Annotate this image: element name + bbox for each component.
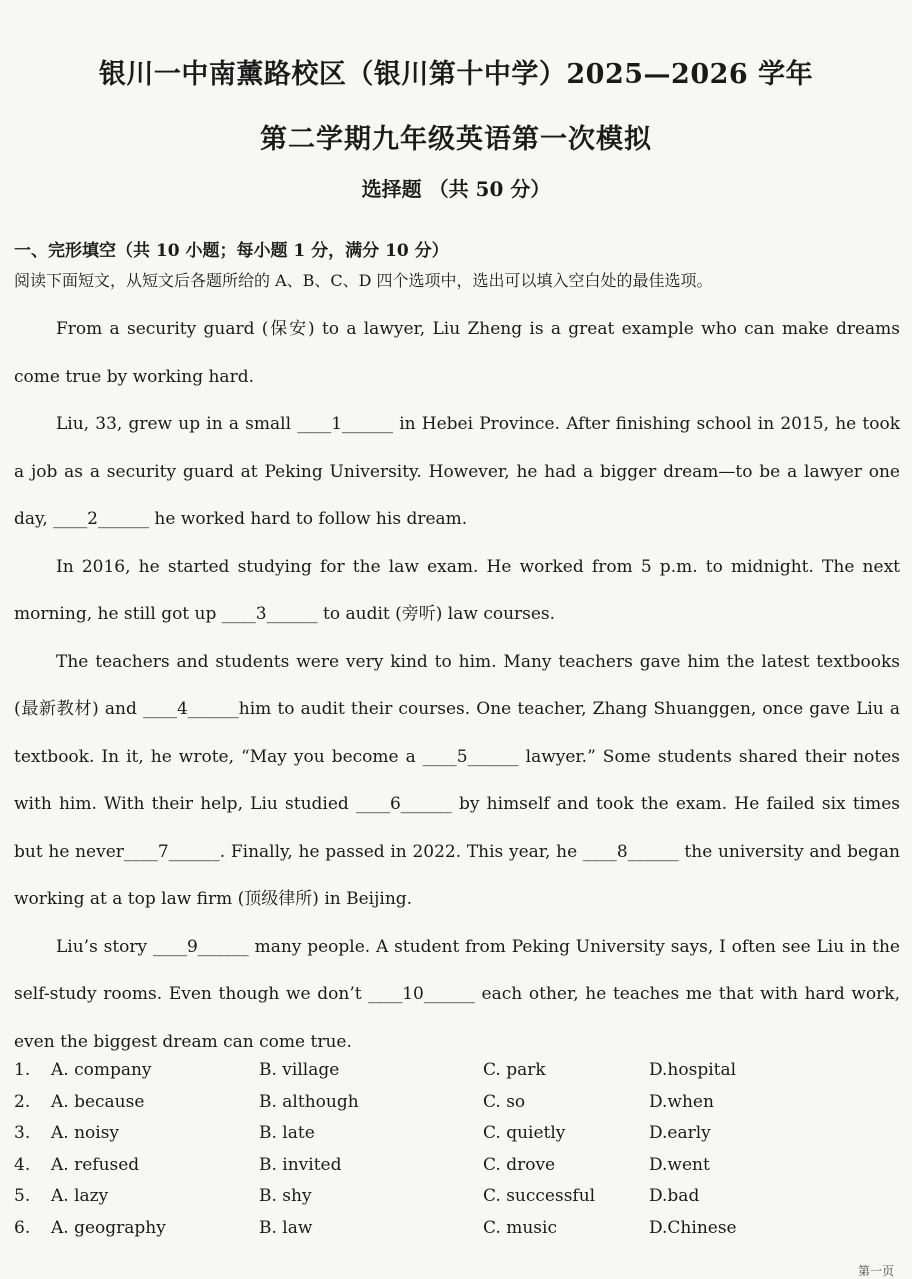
option-d: D.Chinese <box>649 1217 737 1238</box>
exam-title-school: 银川一中南薰路校区（银川第十中学）2025—2026 学年 <box>98 59 814 90</box>
option-c: C. quietly <box>483 1123 566 1143</box>
option-a: A. refused <box>51 1154 140 1175</box>
exam-title-exam: 第二学期九年级英语第一次模拟 <box>260 124 652 155</box>
blank-6: ____6______ <box>355 794 452 814</box>
passage-text: From a security guard (保安) to a lawyer, Liu Zheng is a great example who can make dreams come true by working hard. <box>14 319 900 387</box>
option-row <box>14 1186 900 1218</box>
passage-text: the university and began working at a top law firm (顶级律所) in Beijing. <box>14 841 901 909</box>
question-number: 3. <box>14 1123 31 1143</box>
passage-paragraph-2 <box>14 401 900 544</box>
passage-text: The teachers and students were very kind to him. Many teachers gave him the latest textbooks (最新教材) and <box>14 651 900 719</box>
blank-4: ____4______ <box>142 699 239 719</box>
option-d: D.went <box>649 1154 710 1175</box>
option-row <box>14 1092 900 1124</box>
option-b: B. although <box>259 1091 359 1112</box>
option-d: D.hospital <box>649 1060 737 1080</box>
option-a: A. noisy <box>51 1123 120 1143</box>
passage-text: lawyer.” Some students shared their notes with him. With their help, Liu studied <box>14 746 900 814</box>
passage-text: in Hebei Province. After finishing school in 2015, he took a job as a security guard at Peking University. However, he had a bigger dream—to be a lawyer one day, <box>14 414 900 529</box>
question-number: 4. <box>14 1154 31 1175</box>
question-number: 5. <box>14 1186 31 1206</box>
section-heading: 一、完形填空（共 10 小题；每小题 1 分，满分 10 分） <box>14 241 449 261</box>
option-a: A. because <box>51 1091 145 1112</box>
option-row <box>14 1155 900 1187</box>
option-a: A. geography <box>51 1217 166 1238</box>
option-c: C. so <box>483 1091 526 1112</box>
passage-paragraph-4 <box>14 639 900 924</box>
blank-2: ____2______ <box>53 509 149 529</box>
passage-paragraph-3 <box>14 544 900 639</box>
blank-9: ____9______ <box>152 936 249 957</box>
option-a: A. company <box>51 1060 152 1080</box>
section-instructions: 阅读下面短文，从短文后各题所给的 A、B、C、D 四个选项中，选出可以填入空白处的最佳选项。 <box>14 271 713 290</box>
passage-text: . Finally, he passed in 2022. This year, he <box>219 841 583 862</box>
passage-text: each other, he teaches me that with hard work, even the biggest dream can come true. <box>14 984 900 1052</box>
question-number: 6. <box>14 1217 31 1238</box>
passage-text: many people. A student from Peking University says, I often see Liu in the self-study rooms. Even though we don’t <box>14 936 900 1004</box>
blank-7: ____7______ <box>123 841 220 862</box>
option-b: B. shy <box>259 1186 312 1206</box>
blank-10: ____10______ <box>368 984 475 1004</box>
passage-text: he worked hard to follow his dream. <box>149 509 468 529</box>
passage-paragraph-1 <box>14 306 900 401</box>
passage-paragraph-5 <box>14 924 900 1067</box>
option-row <box>14 1218 900 1250</box>
blank-1: ____1______ <box>297 414 394 434</box>
answer-options <box>14 1060 900 1249</box>
option-d: D.when <box>649 1091 714 1112</box>
question-number: 2. <box>14 1091 31 1112</box>
option-c: C. successful <box>483 1186 596 1206</box>
passage-text: Liu, 33, grew up in a small <box>56 414 298 434</box>
option-row <box>14 1060 900 1092</box>
question-number: 1. <box>14 1060 31 1080</box>
option-c: C. music <box>483 1217 557 1238</box>
option-b: B. village <box>259 1060 340 1080</box>
cloze-passage <box>14 306 900 1066</box>
passage-text: to audit (旁听) law courses. <box>317 604 556 624</box>
exam-subtitle: 选择题 （共 50 分） <box>361 177 551 201</box>
option-b: B. law <box>259 1217 313 1238</box>
passage-text: him to audit their courses. One teacher, Zhang Shuanggen, once gave Liu a textbook. In it, he wrote, “May you become a <box>14 699 900 767</box>
passage-text: by himself and took the exam. He failed six times but he never <box>14 794 900 862</box>
blank-8: ____8______ <box>582 841 679 862</box>
option-a: A. lazy <box>51 1186 109 1206</box>
passage-text: Liu’s story <box>56 936 153 957</box>
option-b: B. late <box>259 1123 315 1143</box>
option-c: C. park <box>483 1060 546 1080</box>
blank-5: ____5______ <box>422 746 519 767</box>
option-d: D.bad <box>649 1186 700 1206</box>
passage-text: In 2016, he started studying for the law exam. He worked from 5 p.m. to midnight. The next morning, he still got up <box>14 556 900 624</box>
option-row <box>14 1123 900 1155</box>
page-marker: 第一页 <box>857 1264 894 1278</box>
option-c: C. drove <box>483 1154 556 1175</box>
option-b: B. invited <box>259 1154 342 1175</box>
option-d: D.early <box>649 1123 711 1143</box>
blank-3: ____3______ <box>221 604 318 624</box>
